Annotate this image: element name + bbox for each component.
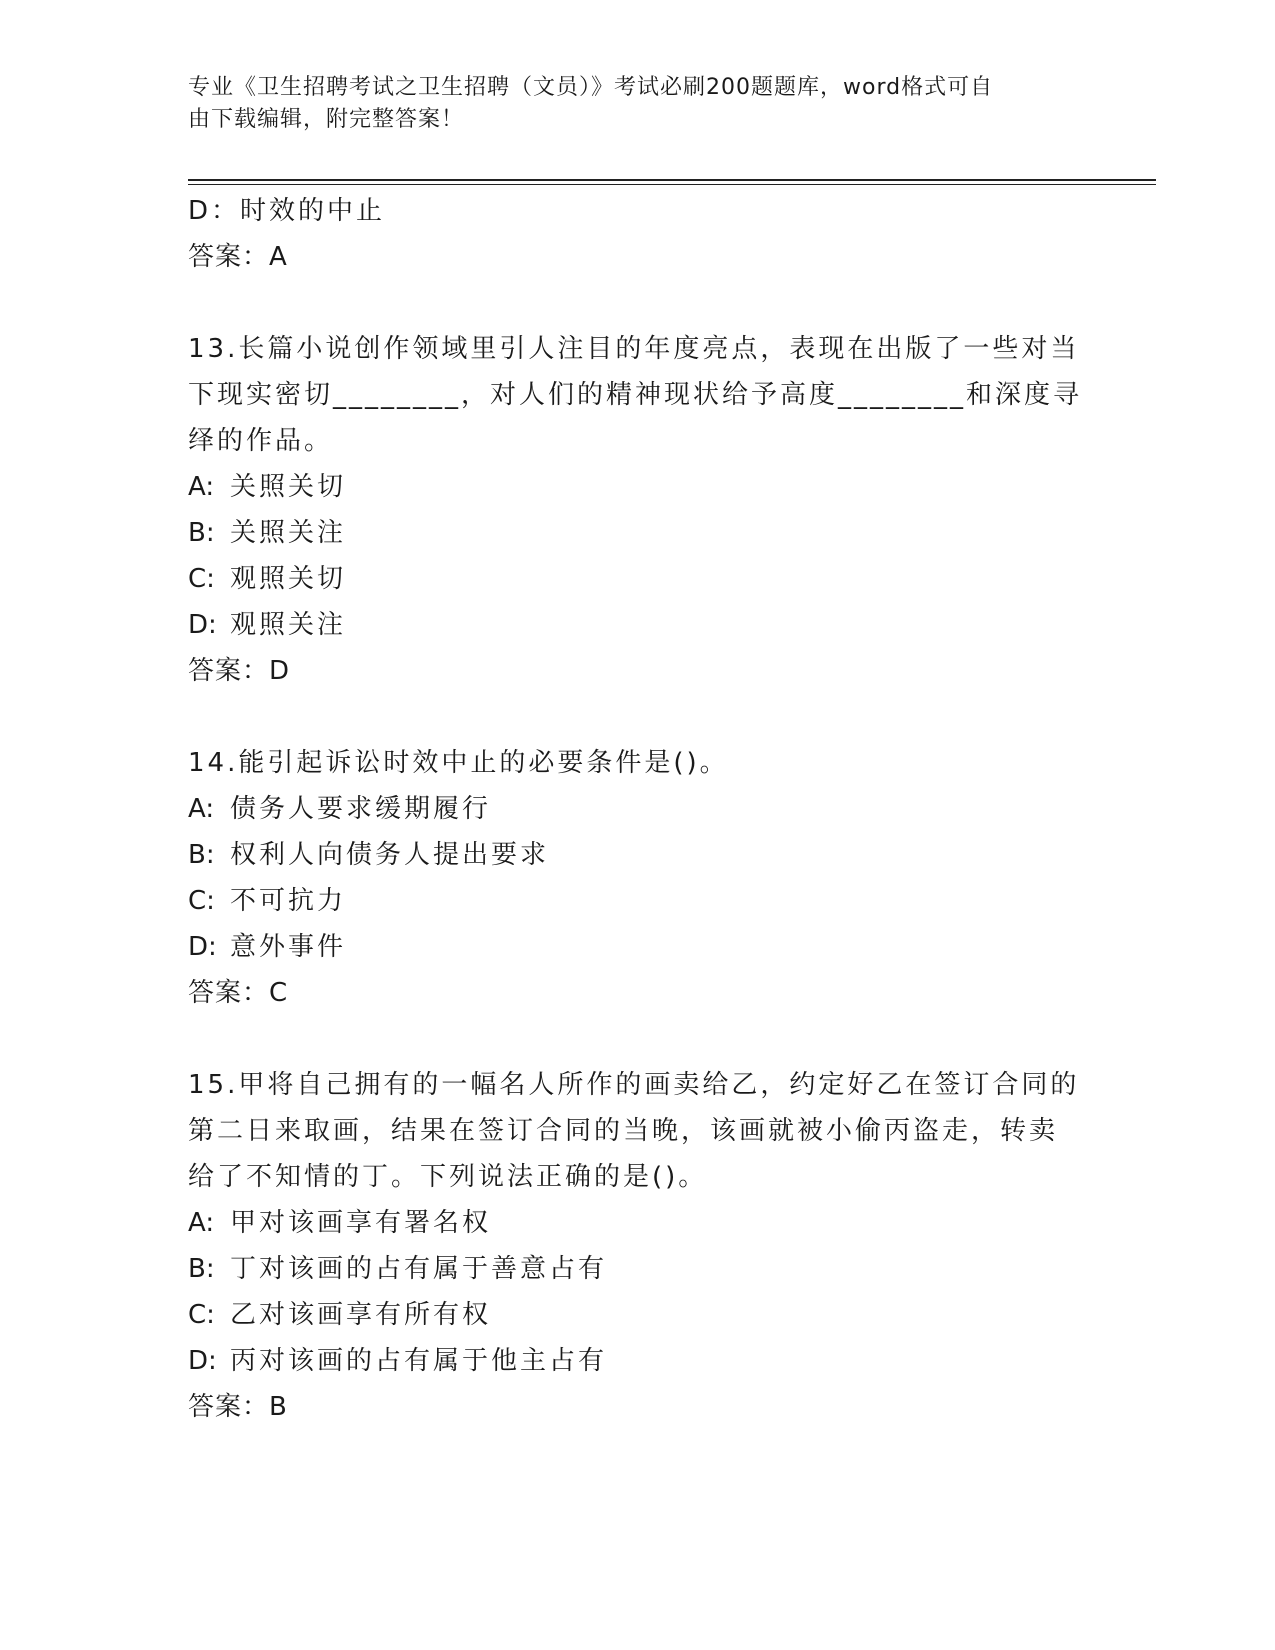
option-text: 权利人向债务人提出要求 [230, 840, 550, 870]
option-text: 丁对该画的占有属于善意占有 [230, 1254, 608, 1284]
question-13-stem-line-1: 13.长篇小说创作领域里引人注目的年度亮点，表现在出版了一些对当 [188, 334, 1080, 364]
question-content [188, 188, 1088, 1430]
option-letter: B: [188, 840, 215, 870]
option-text: 意外事件 [230, 932, 347, 962]
spacer [188, 280, 1088, 326]
question-13-option-b [188, 510, 1088, 556]
option-letter: D: [188, 1346, 217, 1376]
option-text: 不可抗力 [230, 886, 347, 916]
question-13-option-a [188, 464, 1088, 510]
question-14-option-b [188, 832, 1088, 878]
previous-question-answer: 答案：A [188, 242, 288, 272]
option-text: 观照关注 [230, 610, 347, 640]
question-15-option-a [188, 1200, 1088, 1246]
option-text: 债务人要求缓期履行 [230, 794, 492, 824]
option-letter: C: [188, 886, 215, 916]
question-13-answer: 答案：D [188, 656, 291, 686]
option-letter: A: [188, 1208, 215, 1238]
previous-question-option-d: D：时效的中止 [188, 196, 386, 226]
question-14 [188, 740, 1088, 1016]
option-text: 关照关切 [230, 472, 347, 502]
header-divider-thick [188, 179, 1156, 181]
question-15-answer: 答案：B [188, 1392, 288, 1422]
header-line-2: 由下载编辑，附完整答案！ [188, 107, 465, 132]
question-15-stem-line-1: 15.甲将自己拥有的一幅名人所作的画卖给乙，约定好乙在签订合同的 [188, 1070, 1080, 1100]
option-letter: C: [188, 564, 215, 594]
option-letter: C: [188, 1300, 215, 1330]
header-divider-thin [188, 184, 1156, 185]
question-15-option-d [188, 1338, 1088, 1384]
question-15-stem-line-2: 第二日来取画，结果在签订合同的当晚，该画就被小偷丙盗走，转卖 [188, 1116, 1059, 1146]
question-15-option-b [188, 1246, 1088, 1292]
option-text: 甲对该画享有署名权 [230, 1208, 492, 1238]
question-13-stem-line-3: 绎的作品。 [188, 426, 334, 456]
option-text: 观照关切 [230, 564, 347, 594]
option-letter: A: [188, 472, 215, 502]
option-text: 乙对该画享有所有权 [230, 1300, 492, 1330]
question-14-option-c [188, 878, 1088, 924]
question-13-option-d [188, 602, 1088, 648]
option-letter: D: [188, 610, 217, 640]
question-14-option-a [188, 786, 1088, 832]
option-letter: A: [188, 794, 215, 824]
document-header [188, 72, 1068, 136]
question-15-option-c [188, 1292, 1088, 1338]
question-13-option-c [188, 556, 1088, 602]
spacer [188, 694, 1088, 740]
question-13 [188, 326, 1088, 694]
option-letter: B: [188, 518, 215, 548]
option-text: 丙对该画的占有属于他主占有 [230, 1346, 608, 1376]
question-15 [188, 1062, 1088, 1430]
option-letter: D: [188, 932, 217, 962]
question-14-option-d [188, 924, 1088, 970]
question-15-stem-line-3: 给了不知情的丁。下列说法正确的是()。 [188, 1162, 708, 1192]
question-14-answer: 答案：C [188, 978, 289, 1008]
spacer [188, 1016, 1088, 1062]
header-line-1: 专业《卫生招聘考试之卫生招聘（文员）》考试必刷200题题库，word格式可自 [188, 75, 994, 100]
question-14-stem-line-1: 14.能引起诉讼时效中止的必要条件是()。 [188, 748, 729, 778]
option-letter: B: [188, 1254, 215, 1284]
question-13-stem-line-2: 下现实密切________，对人们的精神现状给予高度________和深度寻 [188, 380, 1083, 410]
option-text: 关照关注 [230, 518, 347, 548]
